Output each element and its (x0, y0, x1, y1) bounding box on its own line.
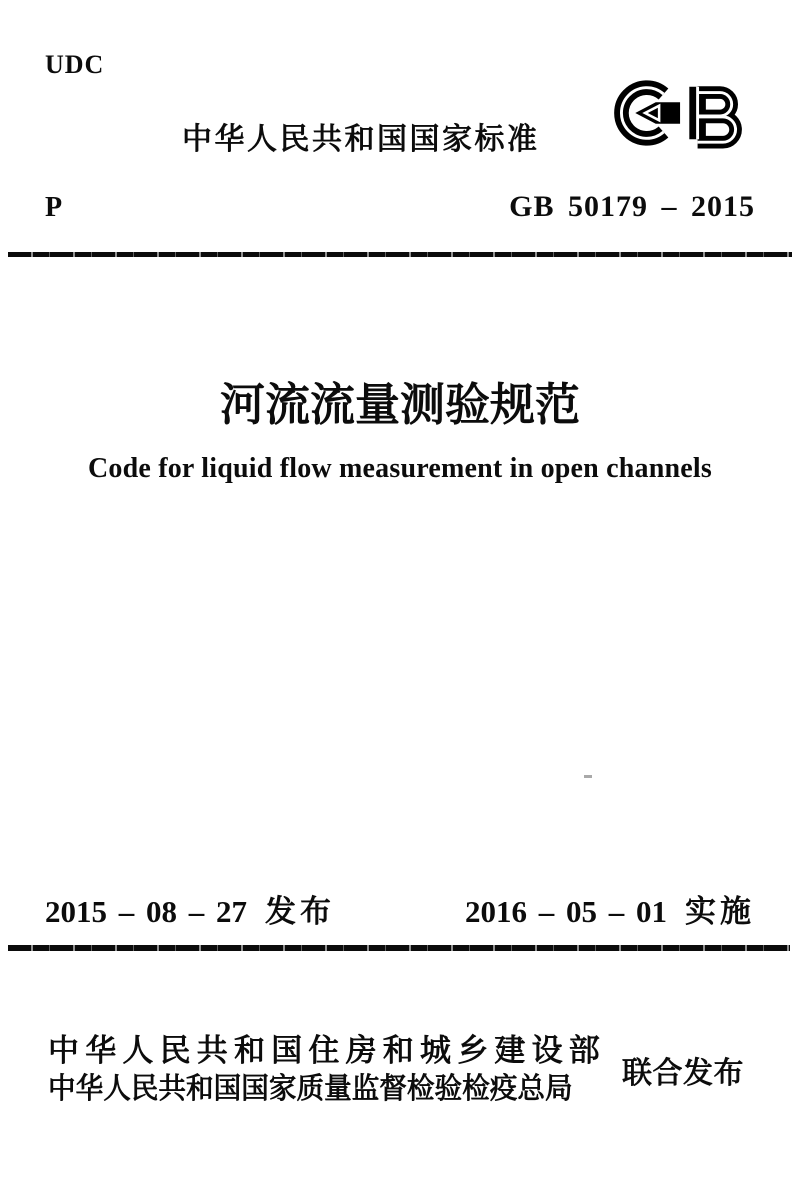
document-title-chinese: 河流流量测验规范 (219, 380, 580, 430)
issue-date-group (45, 886, 335, 931)
publisher-administration: 中华人民共和国国家质量监督检验检疫总局 (48, 1073, 573, 1105)
top-divider-rule (8, 252, 792, 257)
publisher-ministry: 中华人民共和国住房和城乡建设部 (48, 1033, 606, 1068)
udc-label: UDC (45, 50, 105, 79)
dates-row (45, 886, 755, 931)
gb-standard-logo-icon (610, 76, 755, 150)
scan-artifact-mark (584, 775, 592, 778)
implementation-date: 2016 – 05 – 01 (465, 894, 667, 929)
publisher-names (48, 1032, 614, 1108)
publisher-block (48, 1032, 752, 1108)
bottom-divider-rule (8, 945, 790, 951)
classification-code: P (45, 192, 63, 223)
issue-date-label: 发布 (265, 894, 335, 929)
joint-issue-label: 联合发布 (622, 1057, 744, 1090)
document-title-english: Code for liquid flow measurement in open channels (87, 453, 713, 484)
national-standard-heading: 中华人民共和国国家标准 (182, 123, 540, 156)
implementation-date-label: 实施 (685, 894, 755, 929)
issue-date: 2015 – 08 – 27 (45, 894, 247, 929)
implementation-date-group (465, 886, 755, 931)
standard-number: GB 50179 – 2015 (509, 190, 755, 223)
